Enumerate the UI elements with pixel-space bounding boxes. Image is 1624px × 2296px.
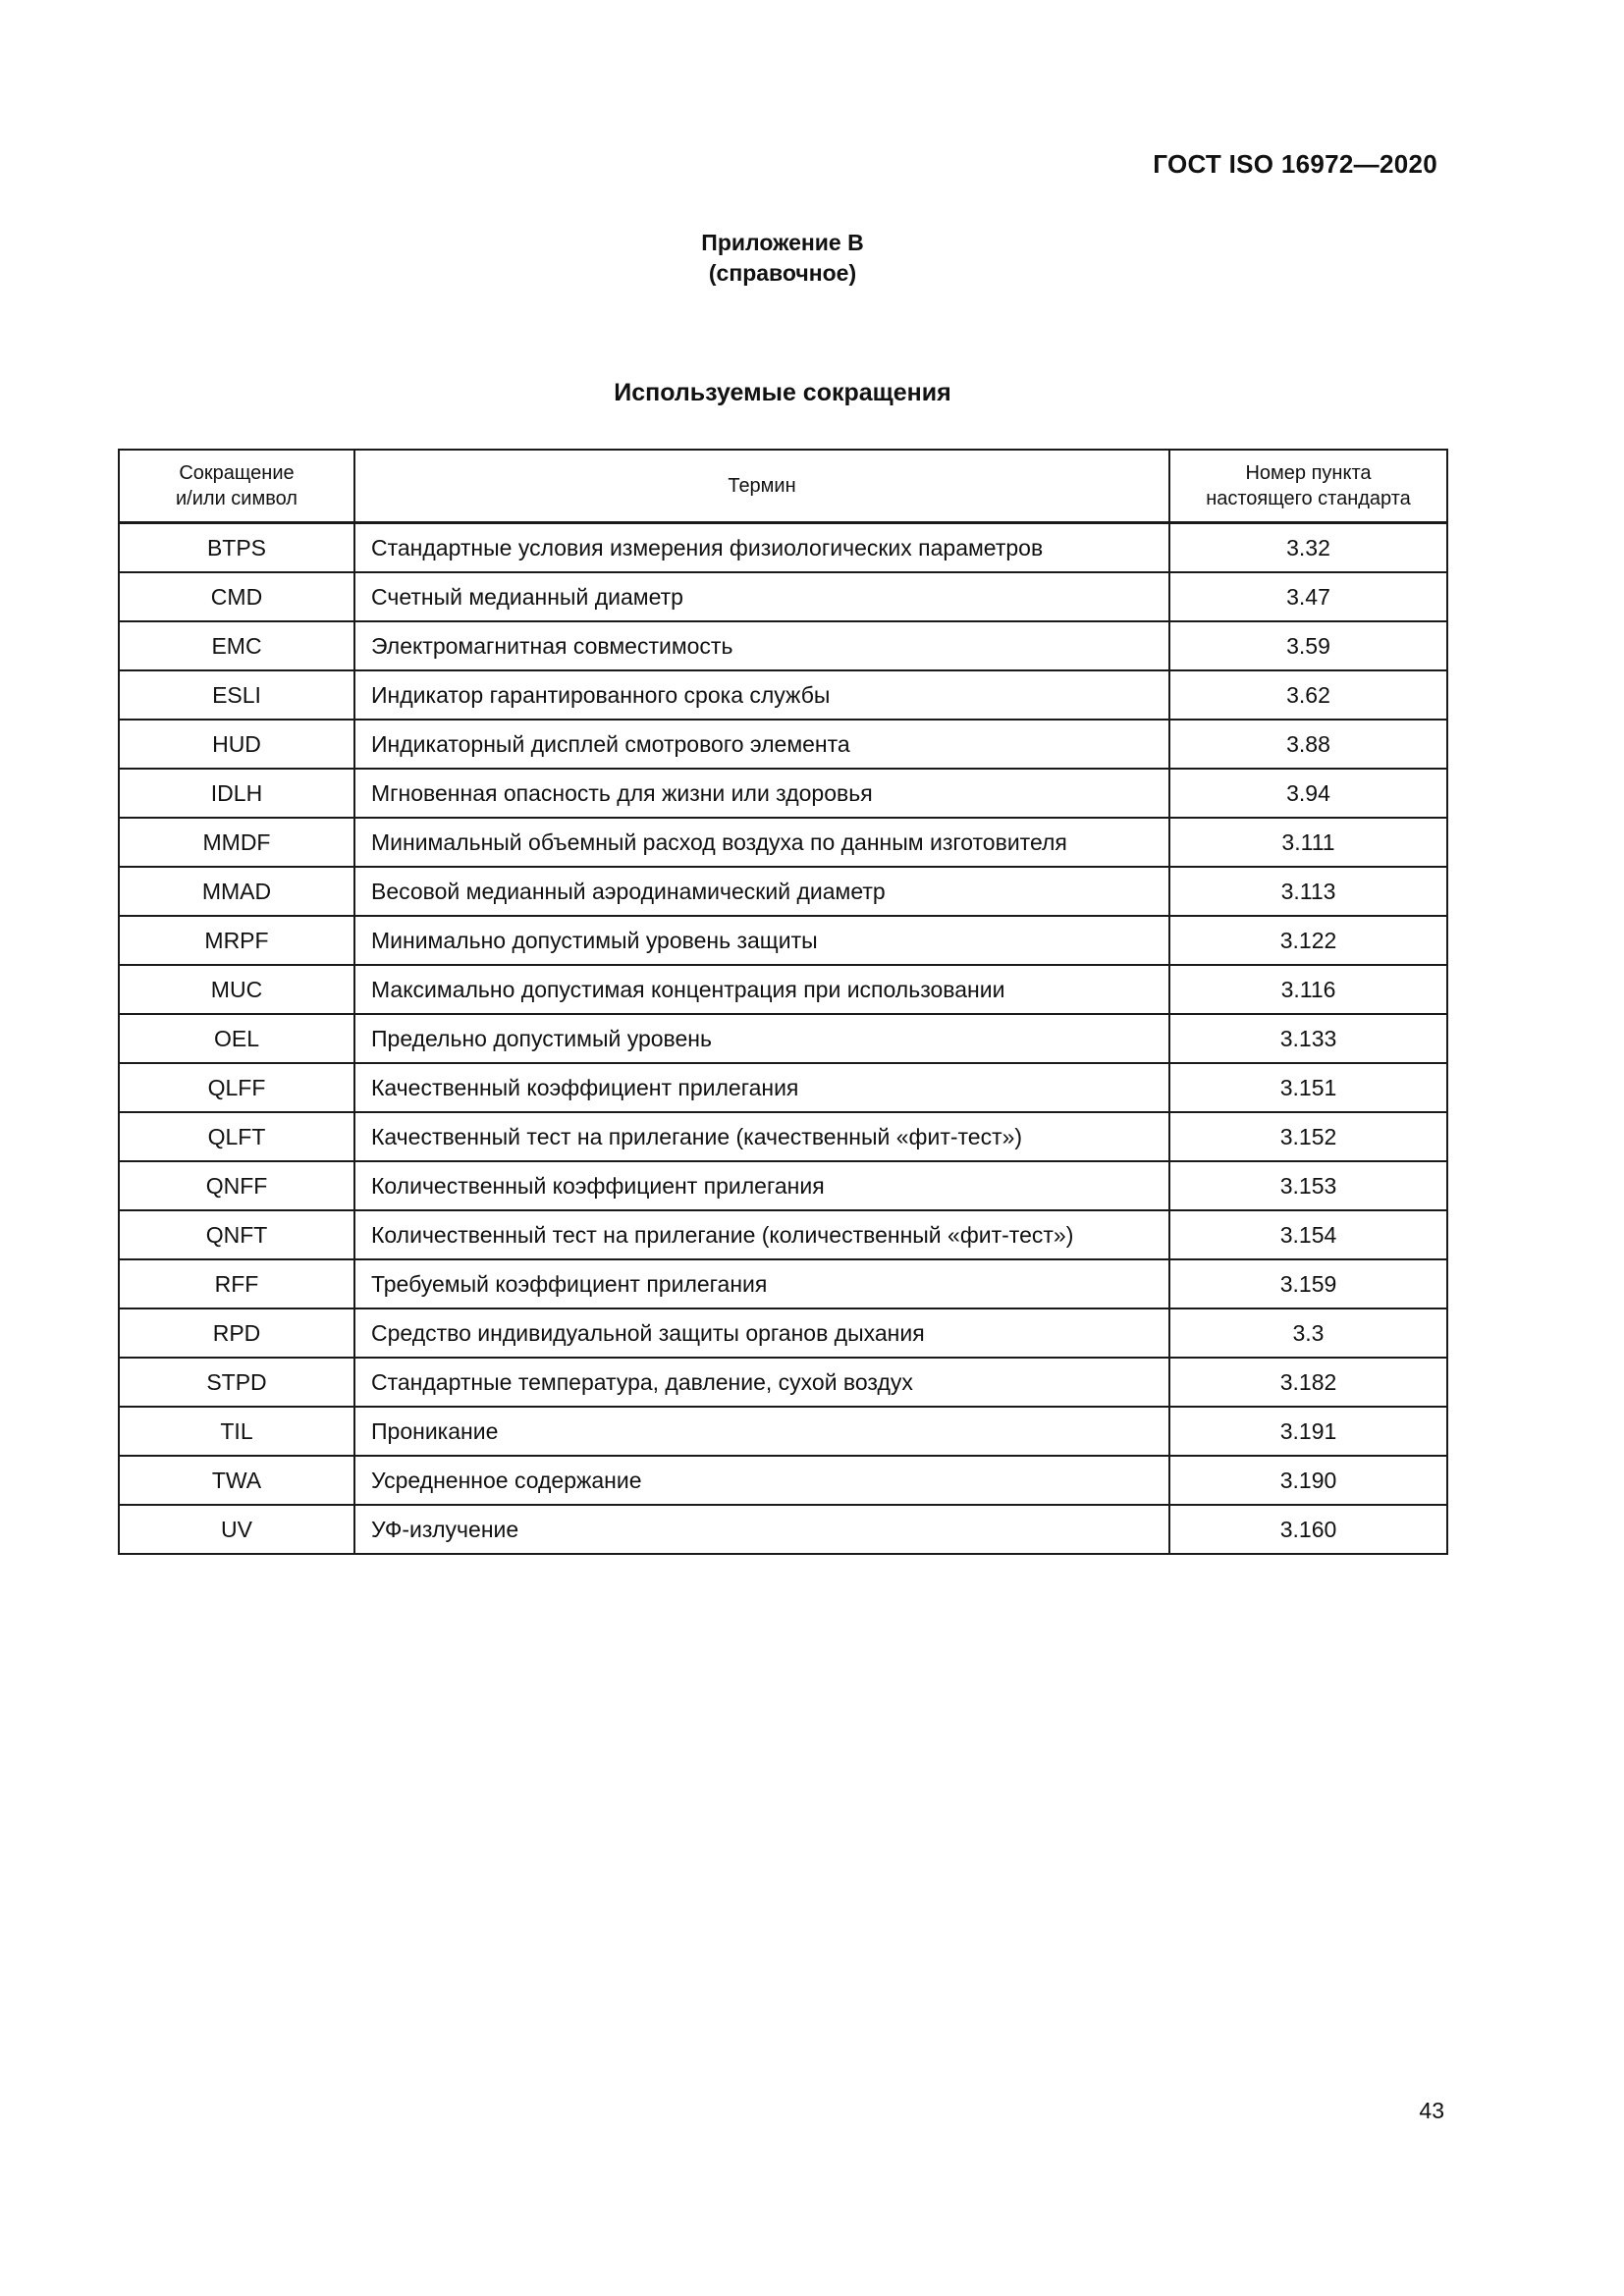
abbreviation-cell: EMC: [119, 621, 354, 670]
document-code: ГОСТ ISO 16972—2020: [1153, 149, 1437, 179]
term-cell: Электромагнитная совместимость: [354, 621, 1169, 670]
table-row: [119, 1014, 1447, 1063]
column-header-reference-line1: Номер пункта: [1245, 462, 1372, 484]
abbreviation-cell: TWA: [119, 1456, 354, 1505]
column-header-abbreviation-line2: и/или символ: [176, 488, 298, 509]
reference-cell: 3.32: [1169, 523, 1447, 573]
term-cell: Усредненное содержание: [354, 1456, 1169, 1505]
table-body: [119, 523, 1447, 1555]
table-row: [119, 965, 1447, 1014]
term-cell: УФ-излучение: [354, 1505, 1169, 1554]
table-row: [119, 818, 1447, 867]
abbreviation-cell: QLFF: [119, 1063, 354, 1112]
reference-cell: 3.122: [1169, 916, 1447, 965]
abbreviation-cell: RFF: [119, 1259, 354, 1308]
reference-cell: 3.160: [1169, 1505, 1447, 1554]
reference-cell: 3.47: [1169, 572, 1447, 621]
appendix-heading: [0, 228, 1565, 289]
table-row: [119, 1112, 1447, 1161]
term-cell: Проникание: [354, 1407, 1169, 1456]
table-row: [119, 1505, 1447, 1554]
reference-cell: 3.59: [1169, 621, 1447, 670]
table-row: [119, 1259, 1447, 1308]
term-cell: Мгновенная опасность для жизни или здоровья: [354, 769, 1169, 818]
abbreviation-cell: HUD: [119, 720, 354, 769]
term-cell: Максимально допустимая концентрация при использовании: [354, 965, 1169, 1014]
term-cell: Качественный коэффициент прилегания: [354, 1063, 1169, 1112]
reference-cell: 3.182: [1169, 1358, 1447, 1407]
column-header-term: Термин: [354, 450, 1169, 523]
term-cell: Минимальный объемный расход воздуха по данным изготовителя: [354, 818, 1169, 867]
column-header-abbreviation: [119, 450, 354, 523]
reference-cell: 3.151: [1169, 1063, 1447, 1112]
reference-cell: 3.152: [1169, 1112, 1447, 1161]
term-cell: Требуемый коэффициент прилегания: [354, 1259, 1169, 1308]
abbreviation-cell: TIL: [119, 1407, 354, 1456]
column-header-reference-line2: настоящего стандарта: [1206, 488, 1411, 509]
term-cell: Минимально допустимый уровень защиты: [354, 916, 1169, 965]
column-header-reference: [1169, 450, 1447, 523]
table-row: [119, 621, 1447, 670]
table-row: [119, 1210, 1447, 1259]
abbreviation-cell: QNFF: [119, 1161, 354, 1210]
reference-cell: 3.159: [1169, 1259, 1447, 1308]
table-row: [119, 670, 1447, 720]
term-cell: Средство индивидуальной защиты органов дыхания: [354, 1308, 1169, 1358]
abbreviation-cell: BTPS: [119, 523, 354, 573]
term-cell: Стандартные температура, давление, сухой воздух: [354, 1358, 1169, 1407]
term-cell: Количественный тест на прилегание (количественный «фит-тест»): [354, 1210, 1169, 1259]
reference-cell: 3.88: [1169, 720, 1447, 769]
reference-cell: 3.3: [1169, 1308, 1447, 1358]
abbreviation-cell: IDLH: [119, 769, 354, 818]
abbreviation-cell: QNFT: [119, 1210, 354, 1259]
abbreviation-cell: STPD: [119, 1358, 354, 1407]
table-row: [119, 720, 1447, 769]
table-row: [119, 769, 1447, 818]
term-cell: Счетный медианный диаметр: [354, 572, 1169, 621]
abbreviation-cell: UV: [119, 1505, 354, 1554]
reference-cell: 3.191: [1169, 1407, 1447, 1456]
abbreviation-cell: OEL: [119, 1014, 354, 1063]
table-row: [119, 572, 1447, 621]
abbreviation-cell: QLFT: [119, 1112, 354, 1161]
term-cell: Стандартные условия измерения физиологических параметров: [354, 523, 1169, 573]
section-title: Используемые сокращения: [614, 379, 951, 406]
appendix-title: Приложение В: [701, 230, 864, 255]
table-header-row: [119, 450, 1447, 523]
reference-cell: 3.111: [1169, 818, 1447, 867]
table-row: [119, 1456, 1447, 1505]
table-row: [119, 1161, 1447, 1210]
table-row: [119, 1308, 1447, 1358]
abbreviations-table: [118, 449, 1448, 1555]
reference-cell: 3.190: [1169, 1456, 1447, 1505]
reference-cell: 3.154: [1169, 1210, 1447, 1259]
column-header-abbreviation-line1: Сокращение: [179, 462, 295, 484]
abbreviation-cell: MMDF: [119, 818, 354, 867]
reference-cell: 3.113: [1169, 867, 1447, 916]
reference-cell: 3.133: [1169, 1014, 1447, 1063]
abbreviation-cell: RPD: [119, 1308, 354, 1358]
term-cell: Весовой медианный аэродинамический диаметр: [354, 867, 1169, 916]
reference-cell: 3.94: [1169, 769, 1447, 818]
table-row: [119, 916, 1447, 965]
table-row: [119, 1407, 1447, 1456]
abbreviation-cell: MUC: [119, 965, 354, 1014]
term-cell: Количественный коэффициент прилегания: [354, 1161, 1169, 1210]
table-row: [119, 1063, 1447, 1112]
abbreviation-cell: MRPF: [119, 916, 354, 965]
reference-cell: 3.153: [1169, 1161, 1447, 1210]
appendix-type: (справочное): [708, 260, 857, 286]
term-cell: Качественный тест на прилегание (качественный «фит-тест»): [354, 1112, 1169, 1161]
term-cell: Индикаторный дисплей смотрового элемента: [354, 720, 1169, 769]
page-number: 43: [1419, 2098, 1444, 2123]
abbreviation-cell: MMAD: [119, 867, 354, 916]
term-cell: Индикатор гарантированного срока службы: [354, 670, 1169, 720]
table-row: [119, 1358, 1447, 1407]
abbreviation-cell: CMD: [119, 572, 354, 621]
abbreviations-table-container: [118, 449, 1446, 1555]
abbreviation-cell: ESLI: [119, 670, 354, 720]
table-row: [119, 867, 1447, 916]
reference-cell: 3.62: [1169, 670, 1447, 720]
table-row: [119, 523, 1447, 573]
reference-cell: 3.116: [1169, 965, 1447, 1014]
term-cell: Предельно допустимый уровень: [354, 1014, 1169, 1063]
